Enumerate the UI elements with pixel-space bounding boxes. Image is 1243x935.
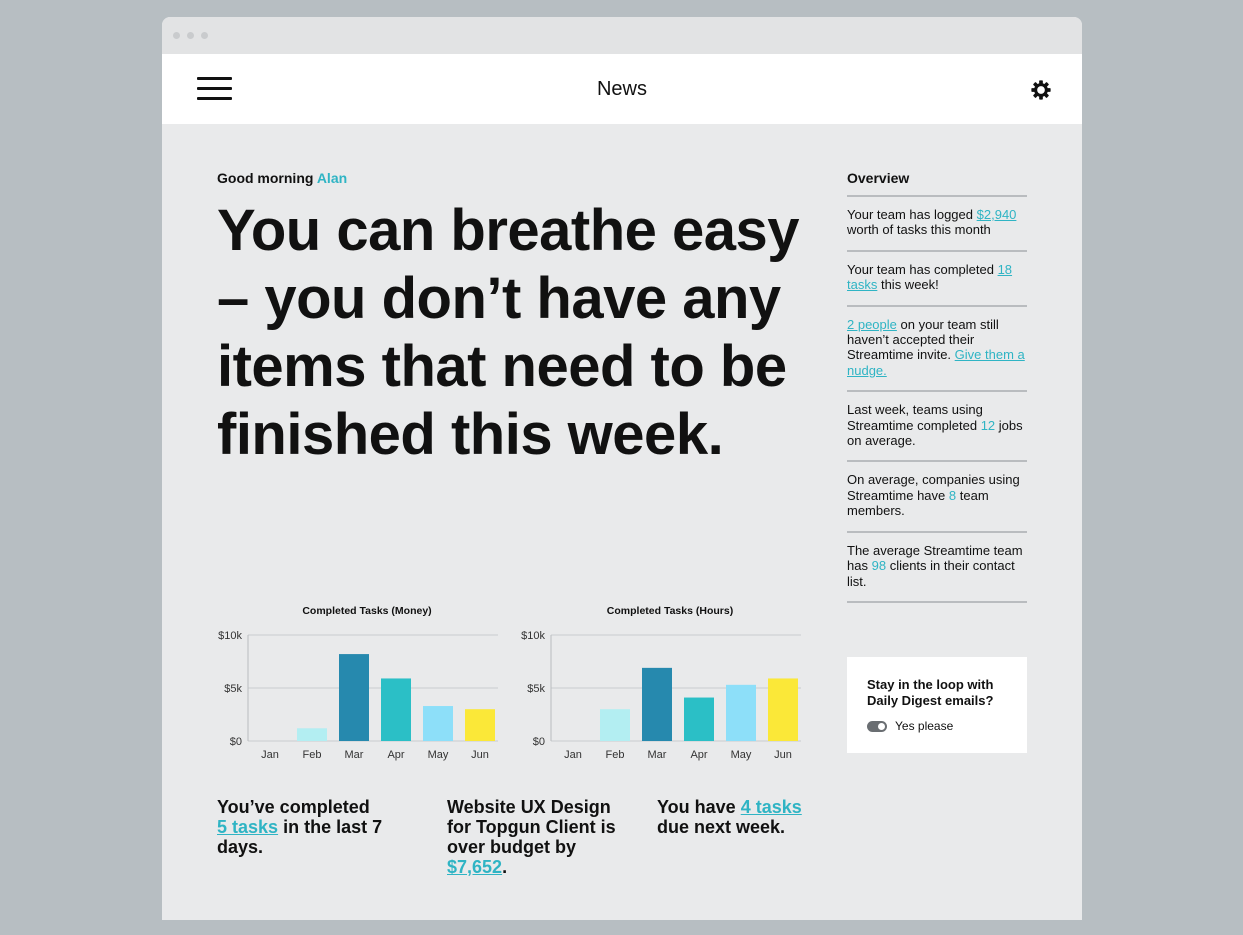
app-window (162, 17, 1082, 920)
y-tick-label: $5k (527, 683, 545, 695)
overview-item (847, 305, 1027, 391)
stat-text: in the last 7 days. (217, 817, 383, 857)
window-dot-icon[interactable] (173, 32, 180, 39)
digest-toggle[interactable] (867, 721, 887, 732)
y-tick-label: $10k (218, 630, 242, 642)
stat-completed (217, 797, 397, 857)
chart-money-svg (212, 582, 512, 761)
chart-title: Completed Tasks (Money) (302, 605, 432, 617)
y-tick-label: $5k (224, 683, 242, 695)
window-titlebar (162, 17, 1082, 54)
bar (684, 698, 714, 741)
overview-text: on your team still haven’t accepted their Streamtime invite. (847, 316, 999, 363)
overview-text: this week! (880, 277, 939, 293)
y-tick-label: $0 (532, 736, 545, 748)
overview-text: On average, companies using Streamtime have (847, 472, 1020, 503)
x-tick-label: Feb (605, 749, 625, 761)
tasks-due-link[interactable]: 4 tasks (740, 797, 802, 817)
x-tick-label: Apr (690, 749, 708, 761)
window-dot-icon[interactable] (201, 32, 208, 39)
gear-icon[interactable] (1030, 79, 1052, 101)
overview-text: clients in their contact list. (847, 558, 1015, 589)
x-tick-label: Jun (774, 749, 792, 761)
x-tick-label: Jun (471, 749, 489, 761)
overview-text: team members. (847, 487, 989, 519)
chart-hours-svg (515, 582, 815, 761)
nudge-link[interactable]: Give them a nudge. (847, 347, 1025, 378)
digest-title: Stay in the loop with Daily Digest emails? (867, 677, 994, 708)
stat-text: Website UX Design for Topgun Client is over budget by (447, 797, 616, 857)
headline: You can breathe easy – you don’t have any items that need to be finished this week. (217, 198, 800, 467)
bar (339, 654, 369, 741)
x-tick-label: Mar (647, 749, 667, 761)
chart-hours (515, 582, 815, 761)
stat-text: . (502, 857, 508, 877)
overview-divider (847, 601, 1027, 603)
overview-item (847, 250, 1027, 305)
x-tick-label: May (427, 749, 449, 761)
bar (768, 678, 798, 741)
overview-text: worth of tasks this month (847, 222, 991, 238)
chart-title: Completed Tasks (Hours) (606, 605, 734, 617)
overview-panel (847, 170, 1027, 603)
stat-budget (447, 797, 637, 877)
bar (642, 668, 672, 741)
overview-text: Your team has logged (847, 207, 974, 222)
digest-toggle-row (867, 719, 1007, 733)
x-tick-label: May (730, 749, 752, 761)
bar (465, 709, 495, 741)
greeting (217, 170, 347, 186)
x-tick-label: Mar (344, 749, 364, 761)
bar (423, 706, 453, 741)
over-budget-link[interactable]: $7,652 (447, 857, 503, 877)
greeting-text: Good morning (217, 170, 314, 186)
avg-jobs-value: 12 (980, 417, 996, 433)
y-tick-label: $0 (229, 736, 242, 748)
bar (726, 685, 756, 741)
logged-amount-link[interactable]: $2,940 (976, 207, 1017, 222)
stat-text: You’ve completed (217, 797, 370, 817)
overview-text: The average Streamtime team has (847, 542, 1023, 574)
completed-tasks-link[interactable]: 18 tasks (847, 261, 1013, 293)
overview-text: jobs on average. (847, 417, 1023, 449)
tasks-completed-link[interactable]: 5 tasks (217, 817, 279, 837)
overview-item (847, 460, 1027, 530)
overview-item (847, 195, 1027, 250)
avg-clients-value: 98 (871, 558, 887, 574)
chart-money (212, 582, 512, 761)
overview-item (847, 531, 1027, 601)
overview-text: Your team has completed (847, 261, 994, 277)
bar (297, 728, 327, 741)
x-tick-label: Feb (302, 749, 322, 761)
y-tick-label: $10k (521, 630, 545, 642)
window-dot-icon[interactable] (187, 32, 194, 39)
overview-title: Overview (847, 170, 910, 186)
pending-people-link[interactable]: 2 people (847, 316, 897, 332)
user-name: Alan (316, 170, 348, 186)
digest-toggle-label: Yes please (895, 719, 954, 733)
stat-due (657, 797, 817, 837)
bar (600, 709, 630, 741)
bar (381, 678, 411, 741)
x-tick-label: Jan (261, 749, 279, 761)
avg-members-value: 8 (948, 487, 957, 503)
stat-text: You have (657, 797, 736, 817)
x-tick-label: Apr (387, 749, 405, 761)
daily-digest-card (847, 657, 1027, 753)
x-tick-label: Jan (564, 749, 582, 761)
app-header (162, 54, 1082, 124)
page-title: News (596, 78, 647, 100)
overview-item (847, 390, 1027, 460)
overview-text: Last week, teams using Streamtime completed (847, 402, 983, 433)
stat-text: due next week. (657, 817, 786, 837)
